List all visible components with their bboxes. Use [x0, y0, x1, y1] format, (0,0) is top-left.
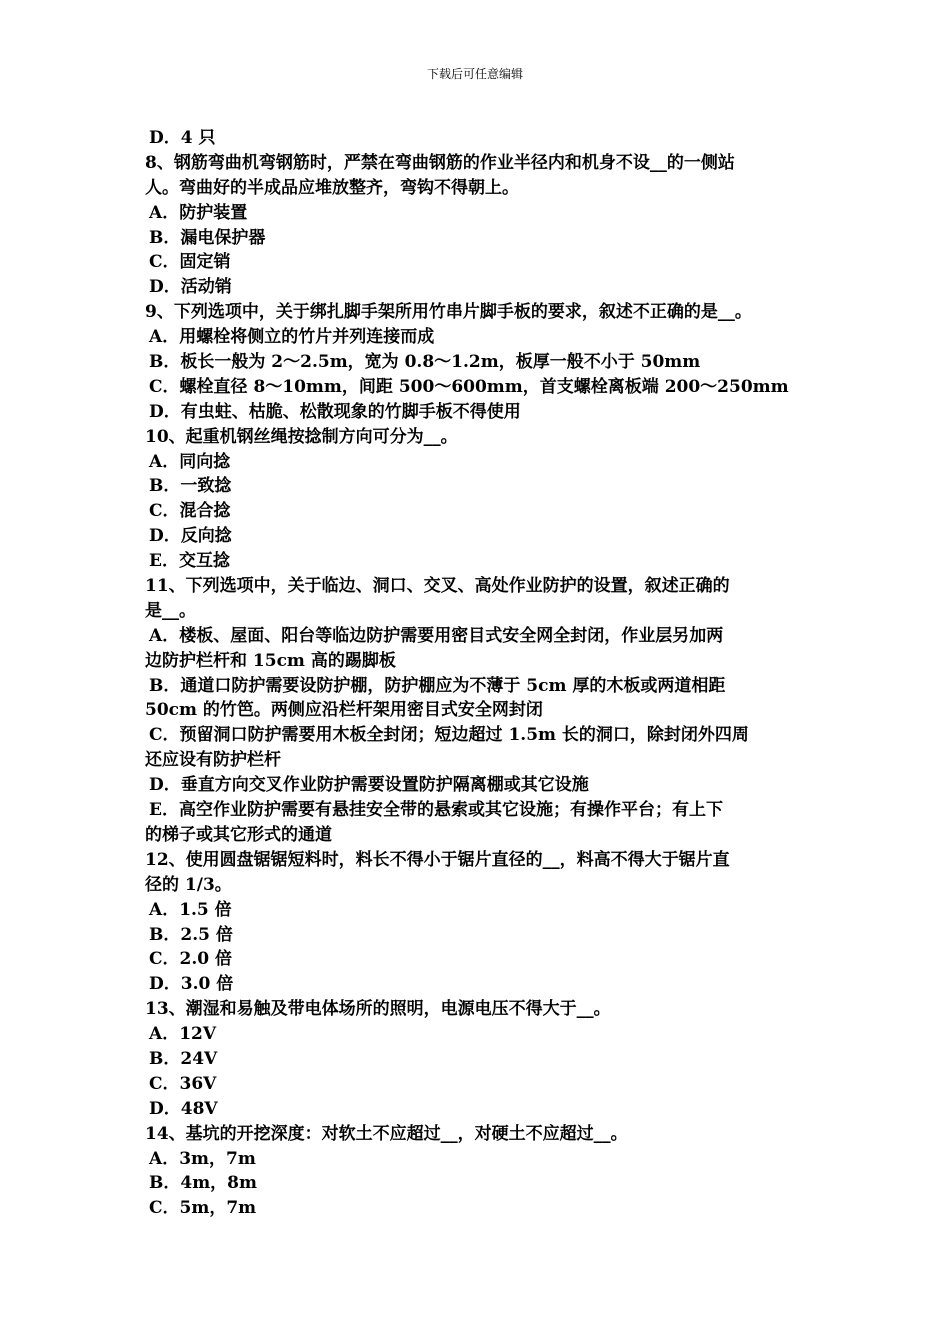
option-line: B．板长一般为 2～2.5m，宽为 0.8～1.2m，板厚一般不小于 50mm	[149, 352, 701, 373]
option-line: A．1.5 倍	[149, 899, 232, 920]
document-body	[145, 126, 825, 1221]
option-line: B．通道口防护需要设防护棚，防护棚应为不薄于 5cm 厚的木板或两道相距	[149, 675, 726, 696]
option-line: A．楼板、屋面、阳台等临边防护需要用密目式安全网全封闭，作业层另加两	[149, 625, 724, 646]
option-line: D．活动销	[149, 277, 232, 298]
question-line: 是__。	[145, 600, 196, 621]
option-line: C．预留洞口防护需要用木板全封闭；短边超过 1.5m 长的洞口，除封闭外四周	[149, 725, 749, 746]
option-line: B．漏电保护器	[149, 227, 266, 248]
option-continuation-line: 50cm 的竹笆。两侧应沿栏杆架用密目式安全网封闭	[145, 700, 543, 721]
option-line: C．混合捻	[149, 501, 231, 522]
option-line: B．一致捻	[149, 476, 232, 497]
question-line: 径的 1/3。	[145, 874, 232, 895]
option-line: A．用螺栓将侧立的竹片并列连接而成	[149, 327, 435, 348]
option-continuation-line: 的梯子或其它形式的通道	[145, 824, 332, 845]
option-line: B．24V	[149, 1048, 218, 1069]
option-line: C．2.0 倍	[149, 949, 233, 970]
option-line: D．3.0 倍	[149, 974, 234, 995]
option-line: A．3m，7m	[149, 1148, 256, 1169]
option-line: C．螺栓直径 8～10mm，间距 500～600mm，首支螺栓离板端 200～250mm	[149, 376, 789, 397]
option-line: C．固定销	[149, 252, 231, 273]
question-line: 12、使用圆盘锯锯短料时，料长不得小于锯片直径的__，料高不得大于锯片直	[145, 849, 730, 870]
page-header: 下载后可任意编辑	[426, 67, 523, 81]
question-line: 10、起重机钢丝绳按捻制方向可分为__。	[145, 426, 458, 447]
option-line: B．2.5 倍	[149, 924, 233, 945]
question-line: 13、潮湿和易触及带电体场所的照明，电源电压不得大于__。	[145, 999, 611, 1020]
option-line: E．交互捻	[149, 551, 230, 572]
option-continuation-line: 边防护栏杆和 15cm 高的踢脚板	[145, 650, 396, 671]
question-line: 8、钢筋弯曲机弯钢筋时，严禁在弯曲钢筋的作业半径内和机身不设__的一侧站	[145, 152, 735, 173]
option-line: D．有虫蛀、枯脆、松散现象的竹脚手板不得使用	[149, 401, 521, 422]
option-line: B．4m，8m	[149, 1173, 258, 1194]
question-line: 9、下列选项中，关于绑扎脚手架所用竹串片脚手板的要求，叙述不正确的是__。	[145, 302, 752, 323]
option-line: E．高空作业防护需要有悬挂安全带的悬索或其它设施；有操作平台；有上下	[149, 800, 723, 821]
option-line: D．48V	[149, 1098, 218, 1119]
question-line: 人。弯曲好的半成品应堆放整齐，弯钩不得朝上。	[145, 177, 519, 198]
option-line: A．同向捻	[149, 451, 231, 472]
option-line: D．垂直方向交叉作业防护需要设置防护隔离棚或其它设施	[149, 775, 589, 796]
option-line: C．36V	[149, 1073, 217, 1094]
option-line: D．4 只	[149, 128, 216, 148]
option-line: C．5m，7m	[149, 1198, 257, 1219]
option-line: A．12V	[149, 1024, 217, 1045]
option-line: A．防护装置	[149, 202, 248, 223]
question-line: 11、下列选项中，关于临边、洞口、交叉、高处作业防护的设置，叙述正确的	[145, 576, 730, 597]
option-line: D．反向捻	[149, 526, 232, 547]
option-continuation-line: 还应设有防护栏杆	[145, 750, 281, 771]
question-line: 14、基坑的开挖深度：对软土不应超过__，对硬土不应超过__。	[145, 1123, 628, 1144]
